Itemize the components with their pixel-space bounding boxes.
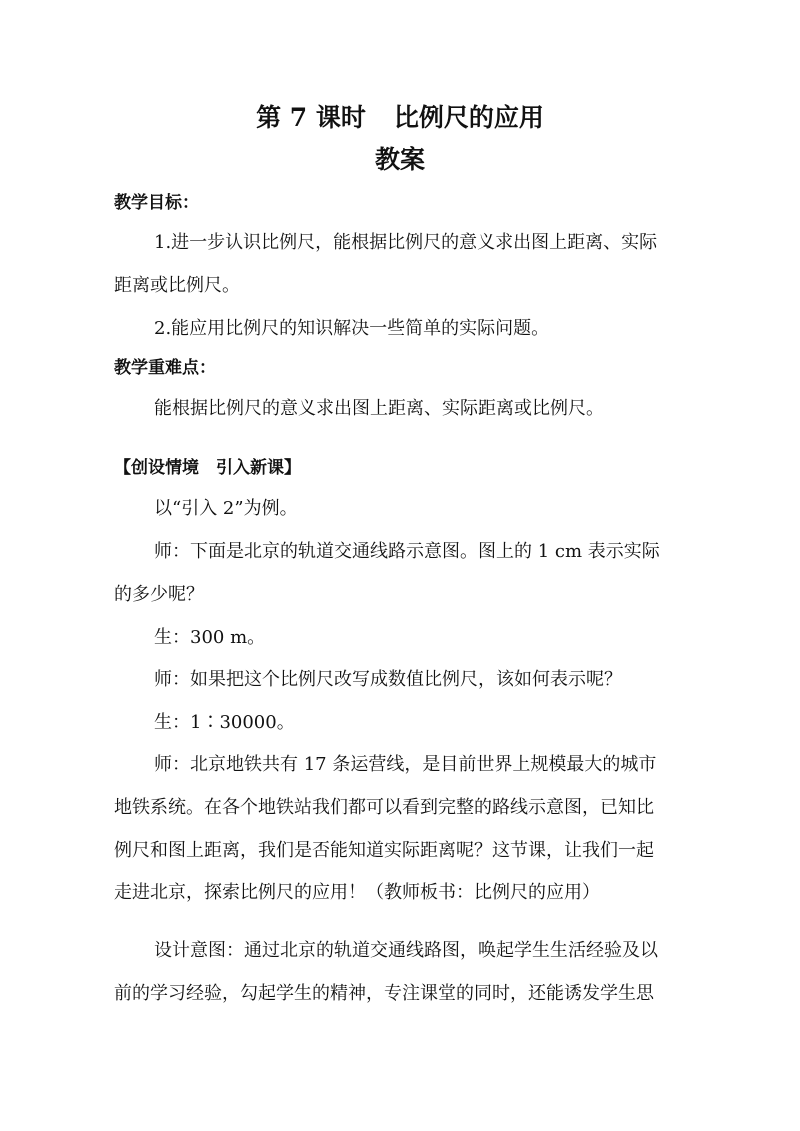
teacher-line-2: 师：如果把这个比例尺改写成数值比例尺，该如何表示呢？ xyxy=(154,669,622,690)
design-intent-line-2: 前的学习经验，勾起学生的精神，专注课堂的同时，还能诱发学生思 xyxy=(114,983,654,1004)
teacher-line-3a: 师：北京地铁共有 17 条运营线，是目前世界上规模最大的城市 xyxy=(154,754,657,775)
key-points-text: 能根据比例尺的意义求出图上距离、实际距离或比例尺。 xyxy=(154,398,604,419)
objectives-heading: 教学目标： xyxy=(114,193,199,213)
lesson-number: 第 7 课时 xyxy=(256,103,366,132)
objective-1-line-2: 距离或比例尺。 xyxy=(114,275,240,296)
intro-example: 以“引入 2”为例。 xyxy=(154,498,298,519)
student-line-2: 生：1∶30000。 xyxy=(154,712,295,733)
teacher-line-3b: 地铁系统。在各个地铁站我们都可以看到完整的路线示意图，已知比 xyxy=(114,797,654,818)
intro-heading: 【创设情境 引入新课】 xyxy=(114,458,301,478)
teacher-line-3c: 例尺和图上距离，我们是否能知道实际距离呢？这节课，让我们一起 xyxy=(114,840,654,861)
lesson-topic: 比例尺的应用 xyxy=(393,103,544,132)
objective-2: 2.能应用比例尺的知识解决一些简单的实际问题。 xyxy=(154,318,550,339)
lesson-title xyxy=(0,103,800,133)
teacher-line-3d: 走进北京，探索比例尺的应用！（教师板书：比例尺的应用） xyxy=(114,882,600,903)
lesson-subtitle: 教案 xyxy=(374,145,425,174)
key-points-heading: 教学重难点： xyxy=(114,358,216,378)
design-intent-line-1: 设计意图：通过北京的轨道交通线路图，唤起学生生活经验及以 xyxy=(154,940,658,961)
teacher-line-1a: 师：下面是北京的轨道交通线路示意图。图上的 1 cm 表示实际 xyxy=(154,541,660,562)
teacher-line-1b: 的多少呢？ xyxy=(114,584,204,605)
student-line-1: 生：300 m。 xyxy=(154,627,266,648)
objective-1-line-1: 1.进一步认识比例尺，能根据比例尺的意义求出图上距离、实际 xyxy=(154,232,658,253)
